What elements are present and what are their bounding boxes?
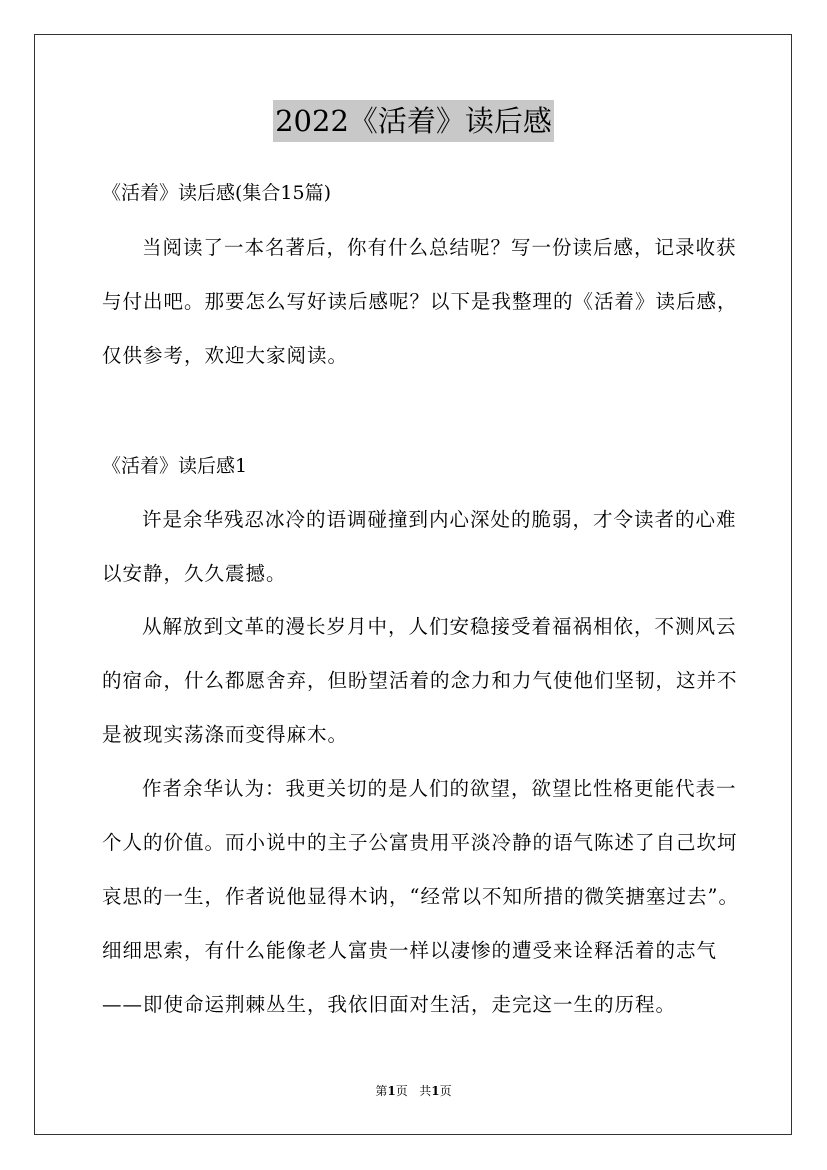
total-pages: 1: [431, 1084, 440, 1098]
document-subtitle: 《活着》读后感(集合15篇): [102, 182, 332, 204]
total-prefix: 共: [419, 1084, 432, 1098]
body-paragraph-2: 从解放到文革的漫长岁月中，人们安稳接受着福祸相依，不测风云的宿命，什么都愿舍弃，但盼望活着的念力和力气使他们坚韧，这并不是被现实荡涤而变得麻木。: [102, 615, 738, 746]
body-paragraph-1: 许是余华残忍冰冷的语调碰撞到内心深处的脆弱，才令读者的心难以安静，久久震撼。: [102, 508, 737, 585]
page-footer: [0, 1083, 827, 1099]
body-paragraph-3: 作者余华认为：我更关切的是人们的欲望，欲望比性格更能代表一个人的价值。而小说中的主子公富贵用平淡冷静的语气陈述了自己坎坷哀思的一生，作者说他显得木讷，“经常以不知所措的微笑搪塞过去”。细细思索，有什么能像老人富贵一样以凄惨的遭受来诠释活着的志气——即使命运荆棘丛生，我依旧面对生活，走完这一生的历程。: [102, 777, 739, 1016]
page-suffix: 页: [395, 1084, 408, 1098]
document-title: 2022《活着》读后感: [273, 100, 554, 142]
intro-paragraph: 当阅读了一本名著后，你有什么总结呢？写一份读后感，记录收获与付出吧。那要怎么写好读后感呢？以下是我整理的《活着》读后感，仅供参考，欢迎大家阅读。: [102, 236, 738, 367]
total-suffix: 页: [439, 1084, 452, 1098]
page-prefix: 第: [375, 1084, 388, 1098]
page-number: 1: [387, 1084, 396, 1098]
section-heading: 《活着》读后感1: [102, 455, 248, 477]
title-container: [0, 100, 827, 142]
